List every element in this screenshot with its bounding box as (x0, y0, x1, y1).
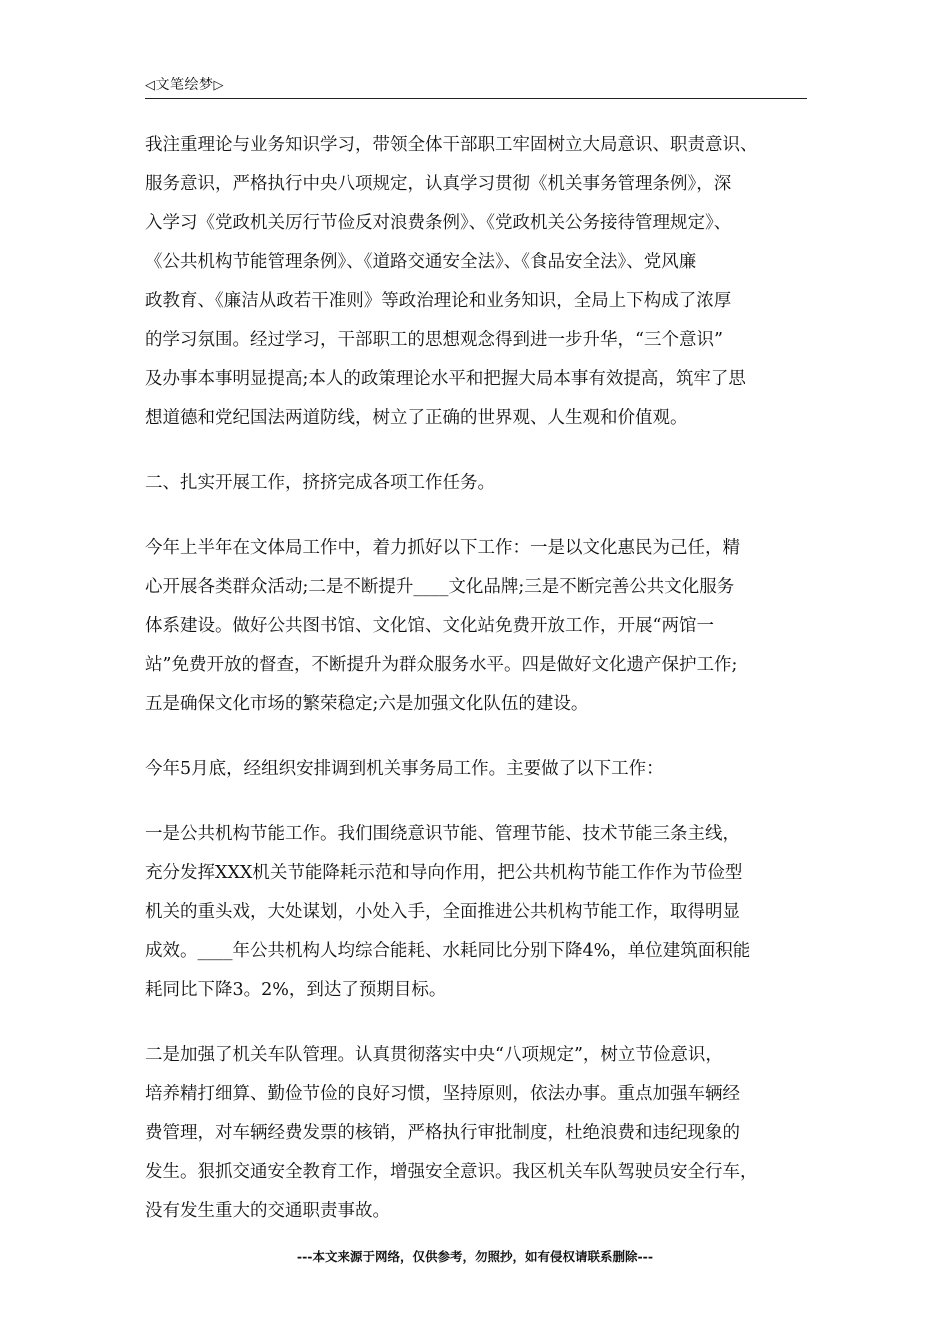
paragraph-fleet-management: 二是加强了机关车队管理。认真贯彻落实中央“八项规定”，树立节俭意识， 培养精打细算、勤俭节俭的良好习惯，坚持原则，依法办事。重点加强车辆经 费管理，对车辆经费发票的核销，严格执行审批制度，杜绝浪费和违纪现象的 发生。狠抓交通安全教育工作，增强安全意识。我区机关车队驾驶员安全行车， 没有发生重大的交通职责事故。 (145, 1045, 758, 1221)
brand-logo (145, 74, 224, 94)
brand-logo-text: 文笔绘梦 (155, 77, 214, 93)
paragraph-culture-work: 今年上半年在文体局工作中，着力抓好以下工作：一是以文化惠民为己任，精 心开展各类群众活动;二是不断提升____文化品牌;三是不断完善公共文化服务 体系建设。做好公共图书馆、文化馆、文化站免费开放工作，开展“两馆一 站”免费开放的督查，不断提升为群众服务水平。四是做好文化遗产保护工作; 五是确保文化市场的繁荣稳定;六是加强文化队伍的建设。 (145, 538, 740, 714)
right-triangle-icon: ▷ (213, 78, 224, 93)
paragraph-transfer: 今年5月底，经组织安排调到机关事务局工作。主要做了以下工作： (145, 759, 664, 779)
page-header (145, 72, 807, 99)
paragraph-energy-saving: 一是公共机构节能工作。我们围绕意识节能、管理节能、技术节能三条主线， 充分发挥XXX机关节能降耗示范和导向作用，把公共机构节能工作作为节俭型 机关的重头戏，大处谋划，小处入手，全面推进公共机构节能工作，取得明显 成效。____年公共机构人均综合能耗、水耗同比分别下降4%，单位建筑面积能 耗同比下降3。2%，到达了预期目标。 (145, 824, 751, 1000)
paragraph-study: 我注重理论与业务知识学习，带领全体干部职工牢固树立大局意识、职责意识、 服务意识，严格执行中央八项规定，认真学习贯彻《机关事务管理条例》，深 入学习《党政机关厉行节俭反对浪费条例》、《党政机关公务接待管理规定》、 《公共机构节能管理条例》、《道路交通安全法》、《食品安全法》、党风廉 政教育、《廉洁从政若干准则》等政治理论和业务知识，全局上下构成了浓厚 的学习氛围。经过学习，干部职工的思想观念得到进一步升华，“三个意识” 及办事本事明显提高;本人的政策理论水平和把握大局本事有效提高，筑牢了思 想道德和党纪国法两道防线，树立了正确的世界观、人生观和价值观。 (145, 135, 758, 428)
disclaimer-footer: ---本文来源于网络，仅供参考，勿照抄，如有侵权请联系删除--- (296, 1249, 654, 1264)
document-body (145, 126, 817, 1231)
left-triangle-icon: ◁ (145, 78, 156, 93)
section-heading: 二、扎实开展工作，挤挤完成各项工作任务。 (145, 473, 495, 493)
